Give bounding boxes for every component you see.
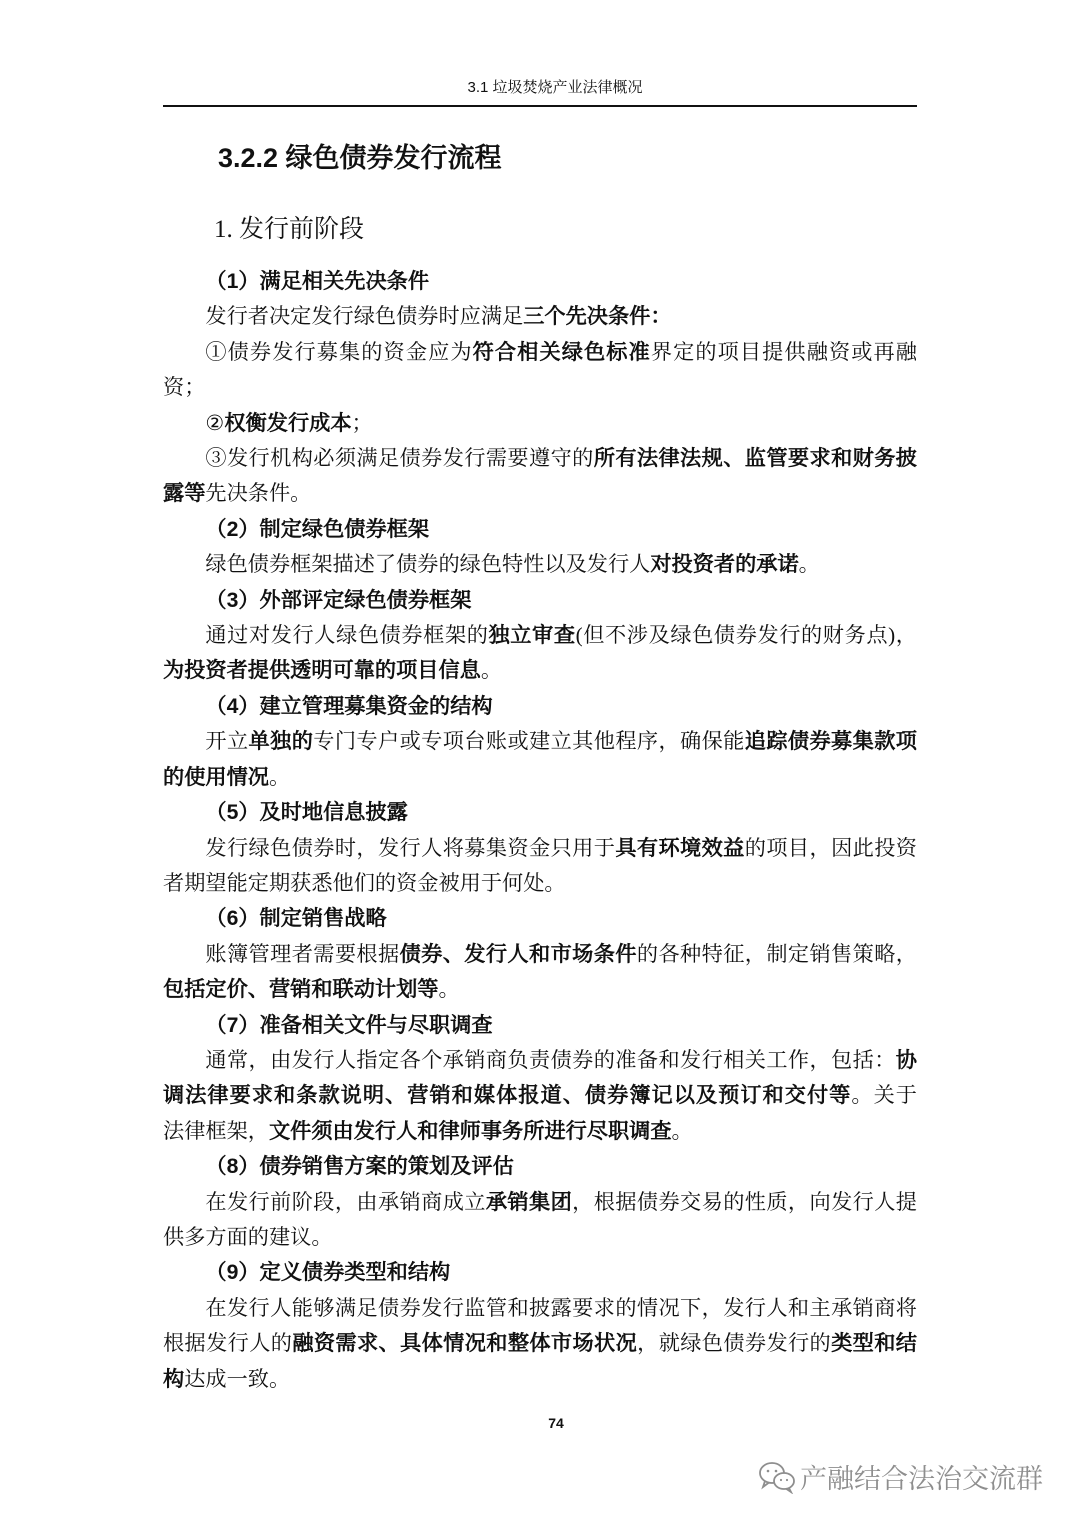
text-run: 通常，由发行人指定各个承销商负责债券的准备和发行相关工作，包括：: [205, 1047, 896, 1072]
text-run: 者期望能定期获悉他们的资金被用于何处。: [163, 870, 566, 895]
paragraph: [163, 1291, 917, 1397]
emphasis-text: 包括定价、营销和联动计划等: [163, 977, 439, 1002]
text-line: [163, 760, 917, 795]
paragraph: [163, 1185, 917, 1256]
text-line: [163, 795, 917, 830]
emphasis-text: （2）制定绿色债券框架: [205, 517, 430, 541]
emphasis-text: 权衡发行成本: [224, 410, 352, 435]
text-run: 的各种特征，制定销售策略，: [636, 941, 917, 966]
text-run: 先决条件。: [205, 481, 312, 506]
emphasis-text: 露等: [163, 481, 206, 506]
text-line: [163, 547, 917, 582]
emphasis-text: 调法律要求和条款说明、营销和媒体报道、债券簿记以及预订和交付等: [163, 1083, 852, 1108]
emphasis-text: （8）债券销售方案的策划及评估: [205, 1155, 514, 1179]
paragraph: [163, 724, 917, 795]
emphasis-text: 融资需求、具体情况和整体市场状况: [292, 1331, 638, 1356]
emphasis-text: （6）制定销售战略: [205, 907, 387, 931]
text-line: [163, 724, 917, 759]
text-run: 达成一致。: [184, 1366, 291, 1391]
emphasis-text: 所有法律法规、监管要求和财务披: [593, 446, 917, 471]
item-heading: [163, 583, 917, 618]
emphasis-text: （4）建立管理募集资金的结构: [205, 694, 493, 718]
text-line: [163, 476, 917, 511]
paragraph: [163, 937, 917, 1008]
section-title: 3.2.2 绿色债券发行流程: [218, 143, 502, 173]
emphasis-text: 债券、发行人和市场条件: [399, 941, 637, 966]
emphasis-text: 三个先决条件：: [523, 304, 672, 329]
text-run: ①债券发行募集的资金应为: [205, 339, 473, 364]
page-number: 74: [548, 1415, 564, 1431]
emphasis-text: （9）定义债券类型和结构: [205, 1261, 451, 1285]
item-heading: [163, 512, 917, 547]
text-run: ，根据债券交易的性质，向发行人提: [572, 1189, 917, 1214]
paragraph: [163, 335, 917, 406]
text-line: [163, 901, 917, 936]
text-line: [163, 1220, 917, 1255]
emphasis-text: 具有环境效益: [615, 835, 745, 860]
paragraph: [163, 406, 917, 441]
item-heading: [163, 901, 917, 936]
text-line: [163, 1078, 917, 1113]
text-run: 界定的项目提供融资或再融: [650, 339, 917, 364]
text-line: [163, 1362, 917, 1397]
running-header-title: 3.1 垃圾焚烧产业法律概况: [467, 79, 643, 96]
emphasis-text: 对投资者的承诺: [650, 552, 799, 577]
emphasis-text: 单独的: [248, 729, 314, 754]
text-line: [163, 406, 917, 441]
text-run: 。: [438, 977, 460, 1002]
text-run: ，就绿色债券发行的: [637, 1331, 832, 1356]
text-line: [163, 512, 917, 547]
header-divider: [163, 105, 917, 107]
text-run: 法律框架，: [163, 1118, 269, 1143]
text-line: [163, 370, 917, 405]
text-run: 在发行前阶段，由承销商成立: [205, 1189, 486, 1214]
watermark: [758, 1459, 1043, 1499]
emphasis-text: （3）外部评定绿色债券框架: [205, 588, 472, 612]
paragraph: [163, 1043, 917, 1149]
body-text: [163, 264, 917, 1397]
text-line: [163, 866, 917, 901]
text-run: 。关于: [851, 1083, 917, 1108]
item-heading: [163, 689, 917, 724]
emphasis-text: 追踪债券募集款项: [744, 729, 917, 754]
text-run: 资；: [163, 375, 206, 400]
text-run: 。: [268, 764, 291, 789]
emphasis-text: （1）满足相关先决条件: [205, 270, 430, 293]
emphasis-text: 构: [163, 1366, 185, 1391]
paragraph: [163, 618, 917, 689]
text-line: [163, 689, 917, 724]
emphasis-text: 的使用情况: [163, 764, 269, 789]
emphasis-text: 协: [895, 1047, 917, 1072]
wechat-icon: [758, 1460, 800, 1499]
text-run: ③发行机构必须满足债券发行需要遵守的: [205, 446, 594, 471]
text-run: 根据发行人的: [163, 1331, 293, 1356]
text-run: 专门专户或专项台账或建立其他程序，确保能: [313, 729, 745, 754]
text-line: [163, 1008, 917, 1043]
text-line: [163, 653, 917, 688]
item-heading: [163, 264, 917, 299]
text-run: 通过对发行人绿色债券框架的: [205, 623, 489, 648]
emphasis-text: 文件须由发行人和律师事务所进行尽职调查: [268, 1118, 672, 1143]
text-line: [163, 299, 917, 334]
text-line: [163, 335, 917, 370]
emphasis-text: （5）及时地信息披露: [205, 801, 408, 825]
text-run: 。: [671, 1118, 693, 1143]
emphasis-text: （7）准备相关文件与尽职调查: [205, 1013, 493, 1037]
text-run: 。: [480, 658, 503, 683]
text-run: 发行绿色债券时，发行人将募集资金只用于: [205, 835, 616, 860]
watermark-text: 产融结合法治交流群: [800, 1464, 1043, 1494]
item-heading: [163, 795, 917, 830]
text-run: 账簿管理者需要根据: [205, 941, 400, 966]
item-heading: [163, 1008, 917, 1043]
emphasis-text: 承销集团: [485, 1189, 573, 1214]
text-run: 开立: [205, 729, 249, 754]
text-run: 。: [798, 552, 820, 577]
item-heading: [163, 1149, 917, 1184]
text-run: 在发行人能够满足债券发行监管和披露要求的情况下，发行人和主承销商将: [205, 1295, 917, 1320]
emphasis-text: 符合相关绿色标准: [472, 339, 651, 364]
text-line: [163, 1291, 917, 1326]
text-line: [163, 1114, 917, 1149]
item-heading: [163, 1255, 917, 1290]
text-line: [163, 1255, 917, 1290]
text-line: [163, 937, 917, 972]
paragraph: [163, 441, 917, 512]
text-run: 供多方面的建议。: [163, 1224, 333, 1249]
text-line: [163, 583, 917, 618]
text-run: ②: [205, 410, 225, 435]
text-line: [163, 1149, 917, 1184]
text-run: 的项目，因此投资: [744, 835, 917, 860]
text-line: [163, 972, 917, 1007]
text-line: [163, 831, 917, 866]
text-line: [163, 1185, 917, 1220]
emphasis-text: 为投资者提供透明可靠的项目信息: [163, 658, 481, 683]
emphasis-text: 独立审查: [488, 623, 576, 648]
text-line: [163, 1326, 917, 1361]
text-line: [163, 618, 917, 653]
text-run: (但不涉及绿色债券发行的财务点)，: [575, 623, 917, 648]
subsection-title: 1. 发行前阶段: [214, 216, 365, 243]
emphasis-text: 类型和结: [831, 1331, 917, 1356]
text-line: [163, 441, 917, 476]
text-run: ；: [351, 410, 373, 435]
text-run: 发行者决定发行绿色债券时应满足: [205, 304, 524, 329]
paragraph: [163, 547, 917, 582]
text-line: [163, 1043, 917, 1078]
text-run: 绿色债券框架描述了债券的绿色特性以及发行人: [205, 552, 651, 577]
text-line: [163, 264, 917, 299]
paragraph: [163, 831, 917, 902]
paragraph: [163, 299, 917, 334]
